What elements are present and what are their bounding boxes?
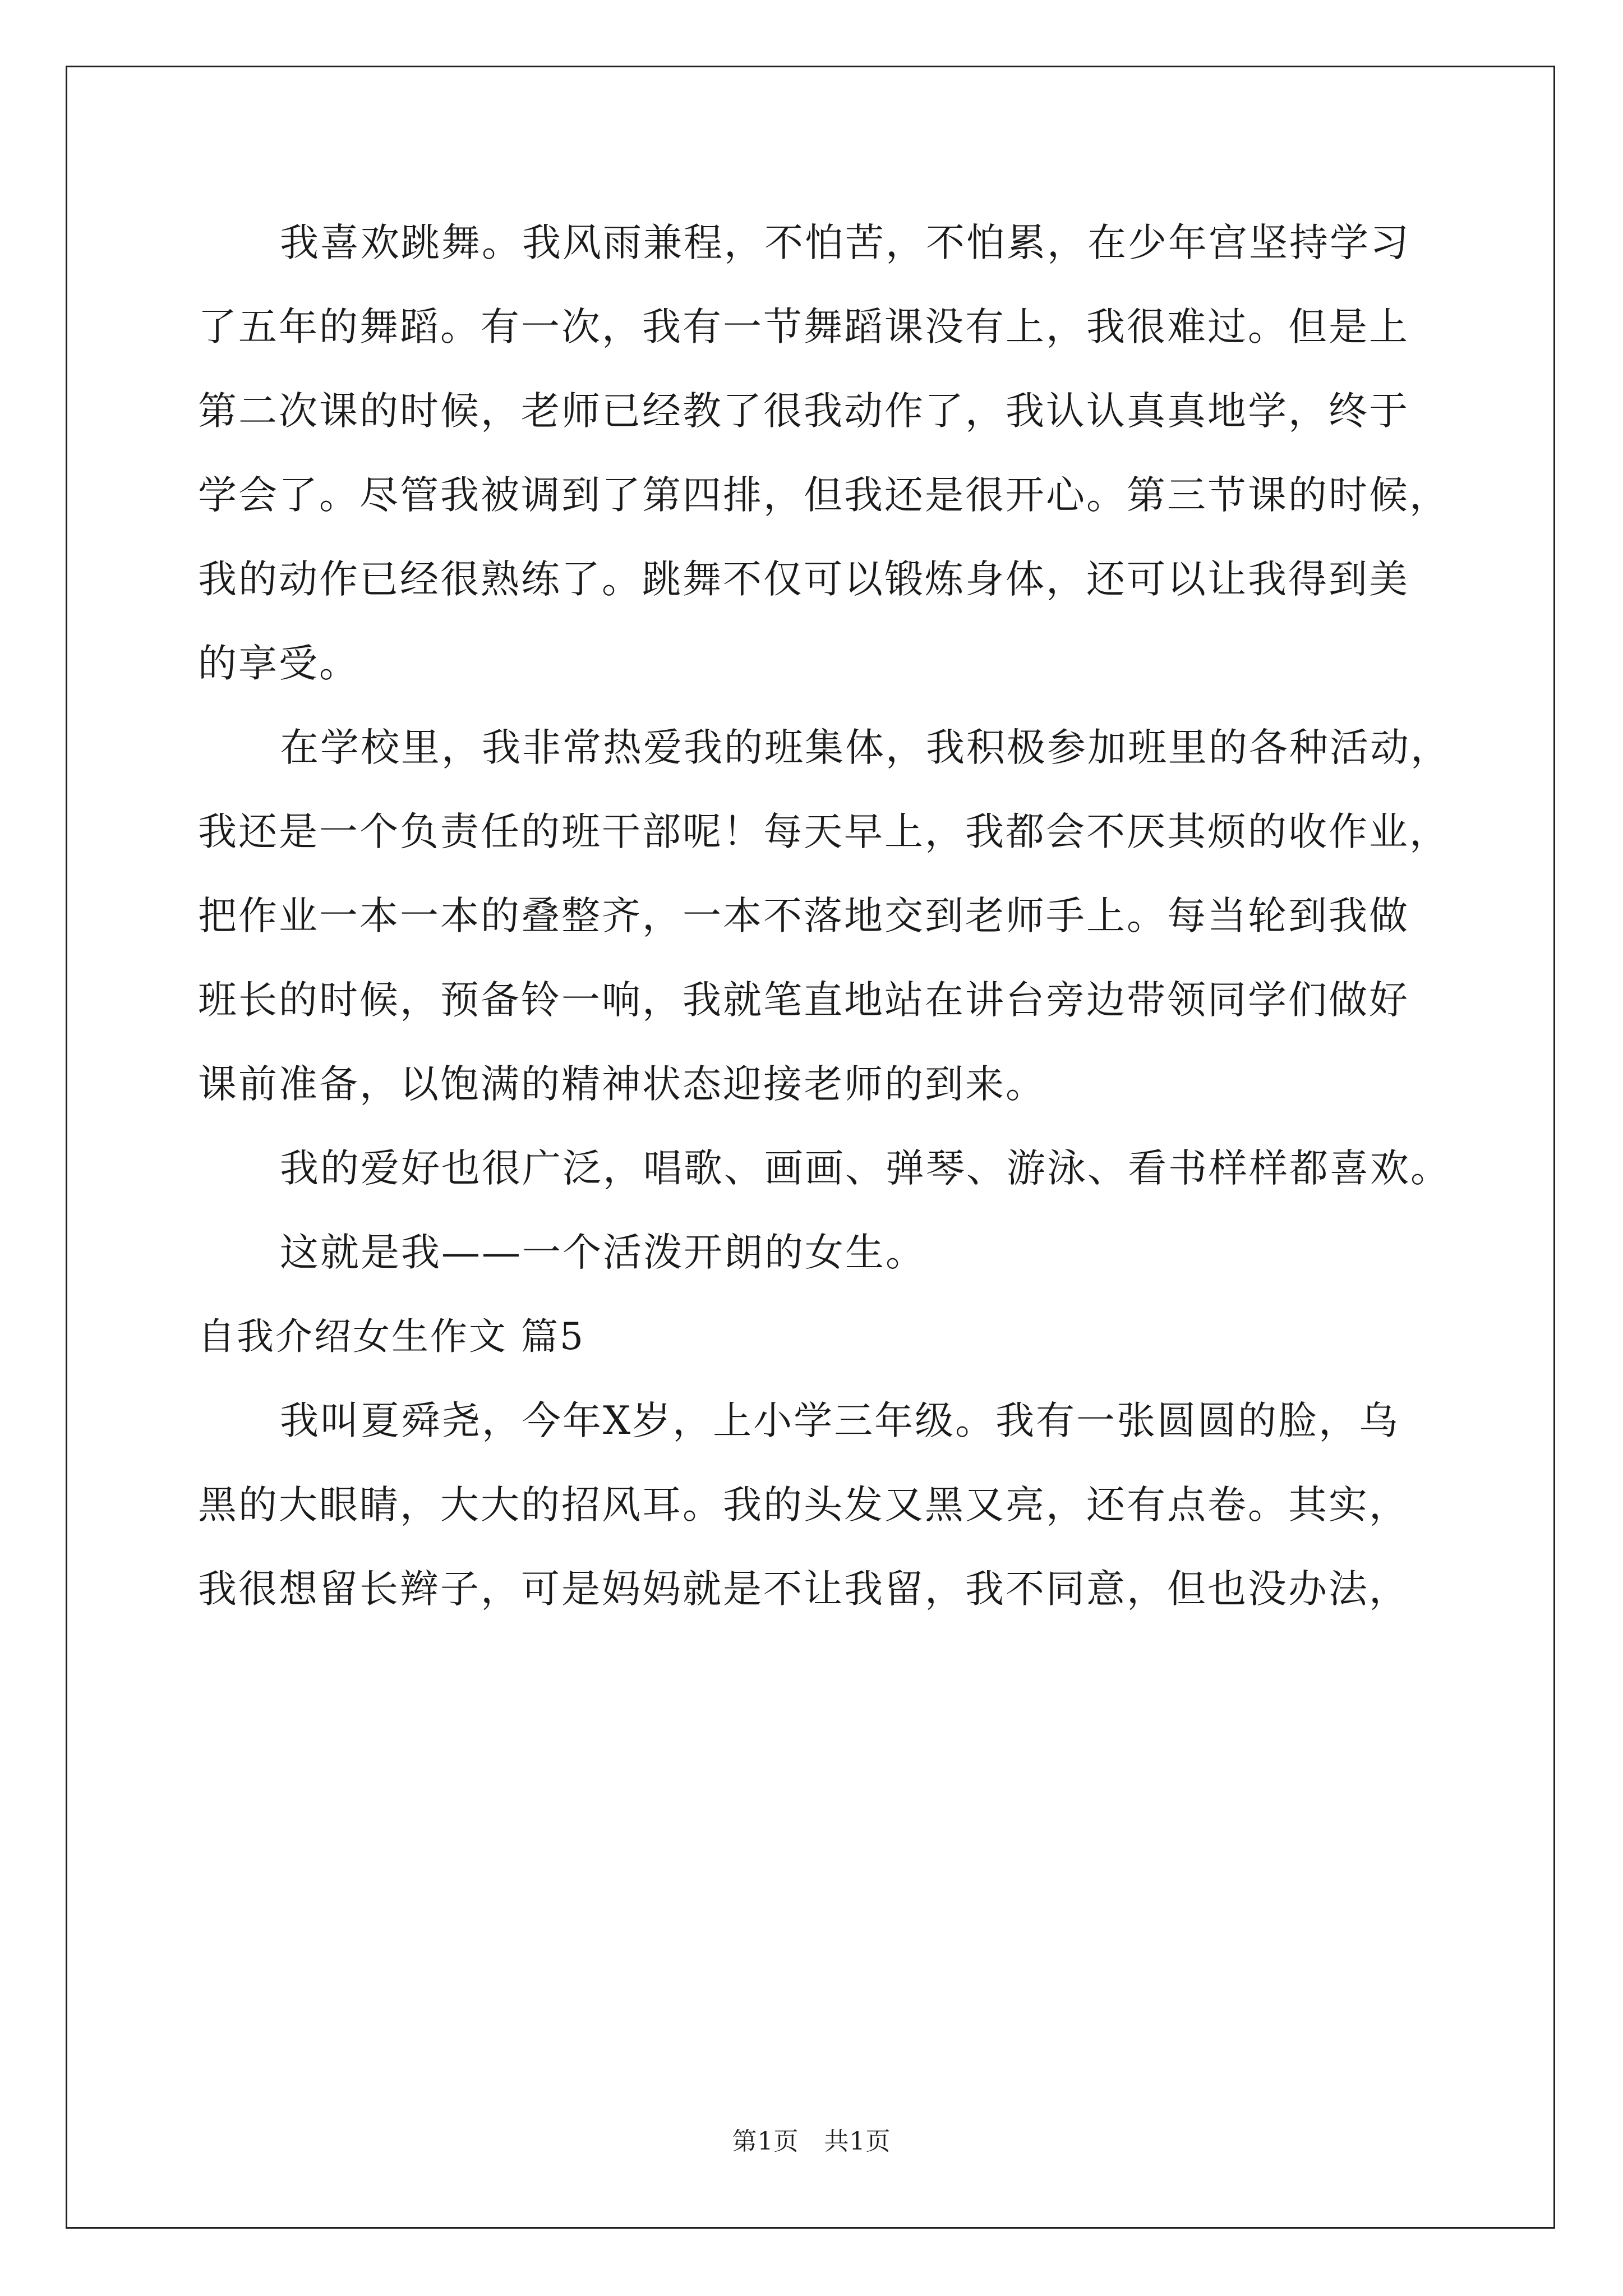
paragraph-line: 我很想留长辫子，可是妈妈就是不让我留，我不同意，但也没办法，: [198, 1567, 1409, 1612]
paragraph-line: 我的爱好也很广泛，唱歌、画画、弹琴、游泳、看书样样都喜欢。: [280, 1146, 1451, 1191]
paragraph-line: 第二次课的时候，老师已经教了很我动作了，我认认真真地学，终于: [198, 389, 1409, 434]
paragraph-line: 我叫夏舜尧，今年X岁，上小学三年级。我有一张圆圆的脸，乌: [280, 1398, 1400, 1443]
paragraph-line: 班长的时候，预备铃一响，我就笔直地站在讲台旁边带领同学们做好: [198, 978, 1409, 1023]
paragraph-line: 我喜欢跳舞。我风雨兼程，不怕苦，不怕累，在少年宫坚持学习: [280, 220, 1410, 265]
paragraph-line: 的享受。: [198, 641, 359, 686]
paragraph-line: 在学校里，我非常热爱我的班集体，我积极参加班里的各种活动，: [280, 725, 1451, 770]
paragraph-line: 把作业一本一本的叠整齐，一本不落地交到老师手上。每当轮到我做: [198, 894, 1409, 938]
page-number-footer: 第1页 共1页: [732, 2127, 891, 2156]
paragraph-line: 学会了。尽管我被调到了第四排，但我还是很开心。第三节课的时候，: [198, 473, 1450, 518]
paragraph-line: 黑的大眼睛，大大的招风耳。我的头发又黑又亮，还有点卷。其实，: [198, 1483, 1409, 1527]
paragraph-line: 我还是一个负责任的班干部呢！每天早上，我都会不厌其烦的收作业，: [198, 809, 1450, 854]
paragraph-line: 我的动作已经很熟练了。跳舞不仅可以锻炼身体，还可以让我得到美: [198, 557, 1409, 602]
paragraph-line: 课前准备，以饱满的精神状态迎接老师的到来。: [198, 1062, 1046, 1107]
section-heading: 自我介绍女生作文 篇5: [198, 1315, 585, 1358]
paragraph-line: 这就是我——一个活泼开朗的女生。: [280, 1230, 926, 1275]
paragraph-line: 了五年的舞蹈。有一次，我有一节舞蹈课没有上，我很难过。但是上: [198, 305, 1409, 349]
